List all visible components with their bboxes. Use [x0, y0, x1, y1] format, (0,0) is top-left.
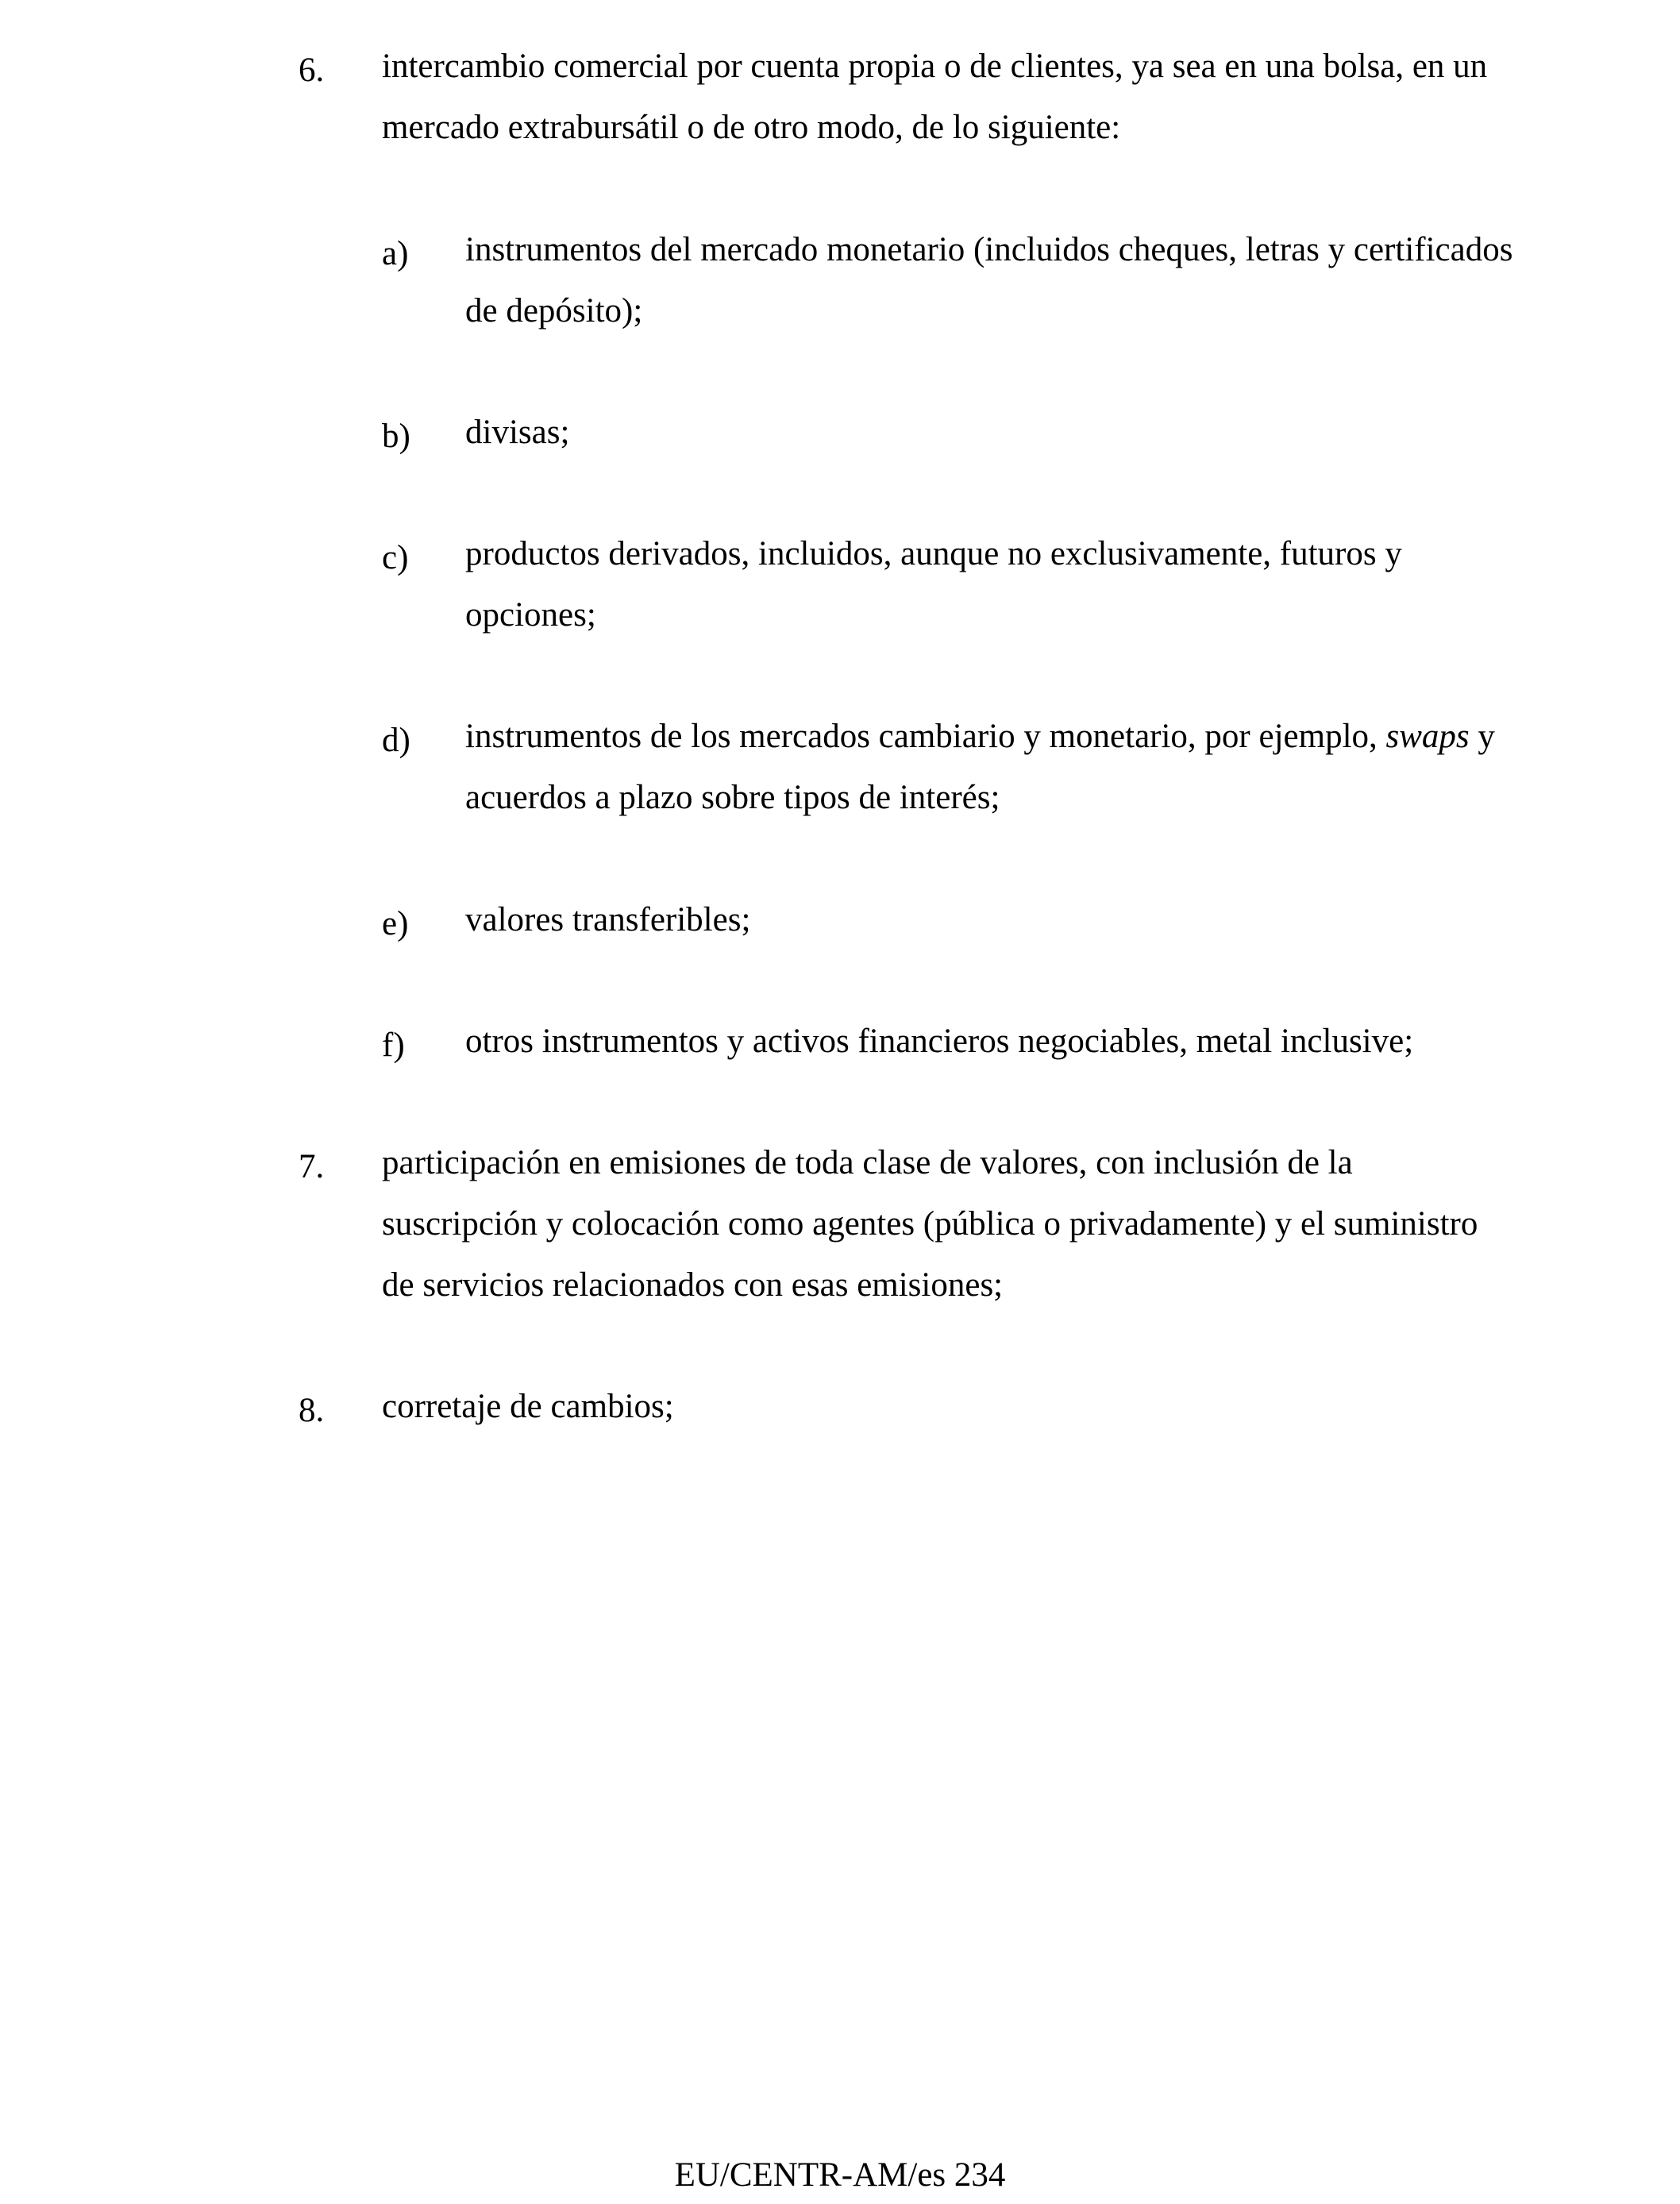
- item-text: [465, 889, 750, 950]
- item-text: [382, 1132, 1478, 1316]
- text-line: acuerdos a plazo sobre tipos de interés;: [465, 779, 1000, 816]
- text-segment: instrumentos de los mercados cambiario y monetario, por ejemplo,: [465, 718, 1386, 755]
- item-letter: c): [382, 539, 409, 576]
- text-line: de depósito);: [465, 292, 643, 329]
- item-text: [465, 706, 1495, 828]
- text-segment: y: [1469, 718, 1495, 755]
- item-text: [465, 219, 1512, 341]
- text-line: mercado extrabursátil o de otro modo, de lo siguiente:: [382, 109, 1121, 146]
- item-text: [465, 523, 1402, 645]
- item-text: [465, 402, 569, 463]
- text-line: de servicios relacionados con esas emisiones;: [382, 1266, 1004, 1304]
- text-line: productos derivados, incluidos, aunque no exclusivamente, futuros y: [465, 535, 1402, 572]
- item-text: [382, 36, 1487, 158]
- text-line: valores transferibles;: [465, 901, 751, 938]
- item-letter: d): [382, 722, 410, 759]
- text-line: [465, 706, 1495, 767]
- text-line: suscripción y colocación como agentes (pública o privadamente) y el suministro: [382, 1205, 1478, 1243]
- item-letter: b): [382, 418, 410, 455]
- text-line: opciones;: [465, 596, 596, 634]
- italic-term: swaps: [1385, 718, 1470, 755]
- item-number: 7.: [299, 1148, 325, 1185]
- text-line: intercambio comercial por cuenta propia o de clientes, ya sea en una bolsa, en un: [382, 48, 1488, 85]
- item-number: 6.: [299, 52, 325, 89]
- text-line: instrumentos del mercado monetario (incluidos cheques, letras y certificados: [465, 231, 1513, 268]
- text-line: participación en emisiones de toda clase de valores, con inclusión de la: [382, 1144, 1353, 1181]
- item-number: 8.: [299, 1392, 325, 1429]
- item-letter: a): [382, 235, 409, 272]
- item-letter: f): [382, 1027, 405, 1064]
- text-line: corretaje de cambios;: [382, 1388, 674, 1425]
- page-footer: EU/CENTR-AM/es 234: [674, 2156, 1006, 2194]
- text-line: divisas;: [465, 414, 570, 451]
- item-text: [382, 1376, 674, 1437]
- item-letter: e): [382, 905, 409, 942]
- item-text: [465, 1011, 1413, 1072]
- text-line: otros instrumentos y activos financieros negociables, metal inclusive;: [465, 1023, 1414, 1060]
